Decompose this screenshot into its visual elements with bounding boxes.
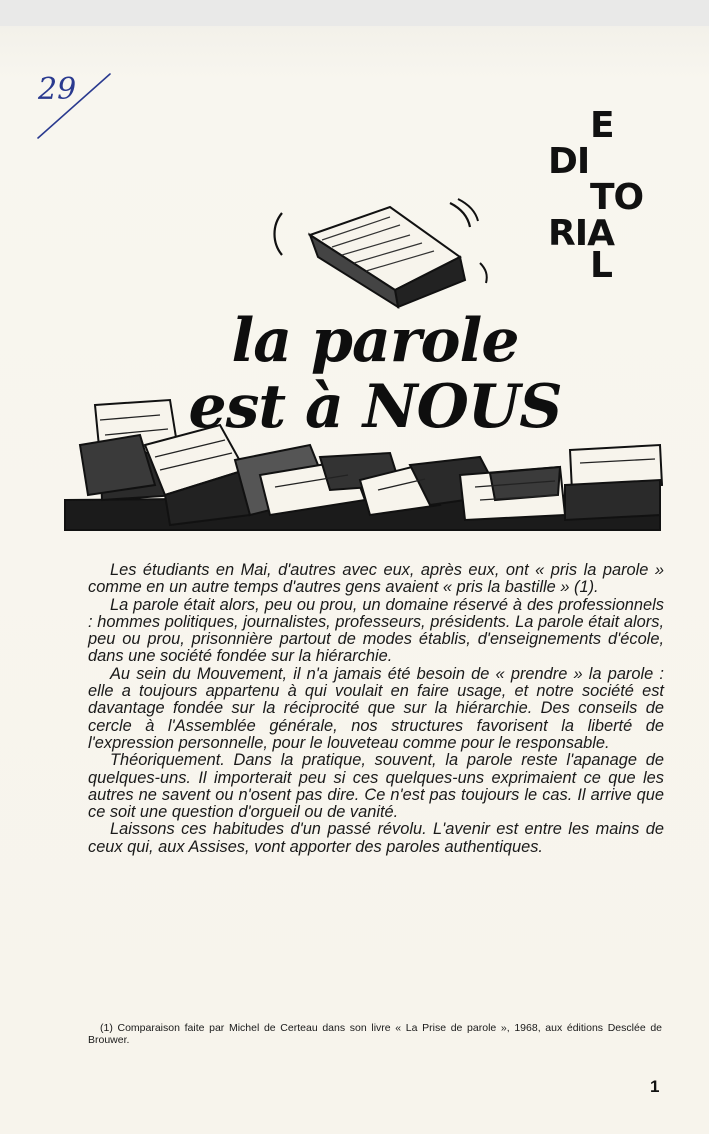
handwritten-stroke xyxy=(34,68,124,148)
flying-crate xyxy=(275,199,487,307)
editorial-letters-4: RIA xyxy=(548,213,614,254)
editorial-letters-1: E xyxy=(590,105,614,146)
handwritten-number: 29 xyxy=(38,72,77,107)
paragraph-2: La parole était alors, peu ou prou, un domaine réservé à des professionnels : hommes politiques, journalistes, professeurs, présidents. La parole était alors, peu ou prou, prisonnière partout de modes établis, d'enseignements d'école, dans une société fondée sur la hiérarchie. xyxy=(88,595,664,666)
title-line-1: la parole xyxy=(231,306,519,376)
page-number: 1 xyxy=(650,1077,660,1096)
editorial-letters-5: L xyxy=(590,245,612,286)
footnote: (1) Comparaison faite par Michel de Certeau dans son livre « La Prise de parole », 1968, aux éditions Desclée de Brouwer. xyxy=(88,1022,662,1046)
paragraph-3: Au sein du Mouvement, il n'a jamais été besoin de « prendre » la parole : elle a toujours appartenu à qui voulait en faire usage, et notre société est davantage fondée sur la réciprocité que sur la hiérarchie. Des conseils de cercle à l'Assemblée générale, nos structures favorisent la liberté de l'expression personnelle, pour le louveteau comme pour le responsable. xyxy=(88,664,664,752)
editorial-letters-3: TO xyxy=(590,177,644,218)
title-line-2: est à NOUS xyxy=(188,372,562,442)
scan-top-edge xyxy=(0,0,709,26)
paragraph-4: Théoriquement. Dans la pratique, souvent, la parole reste l'apanage de quelques-uns. Il importerait peu si ces quelques-uns exprimaient ce que les autres ne savent ou n'osent pas dire. Ce n'est pas toujours le cas. Il arrive que ce soit une question d'orgueil ou de vanité. xyxy=(88,751,664,822)
editorial-letters-2: DI xyxy=(548,141,590,182)
editorial-body xyxy=(88,562,664,856)
paragraph-5: Laissons ces habitudes d'un passé révolu. L'avenir est entre les mains de ceux qui, aux Assises, vont apporter des paroles authentiques. xyxy=(88,820,664,856)
paragraph-1: Les étudiants en Mai, d'autres avec eux, après eux, ont « pris la parole » comme en un autre temps d'autres gens avaient « pris la bastille » (1). xyxy=(88,561,664,597)
